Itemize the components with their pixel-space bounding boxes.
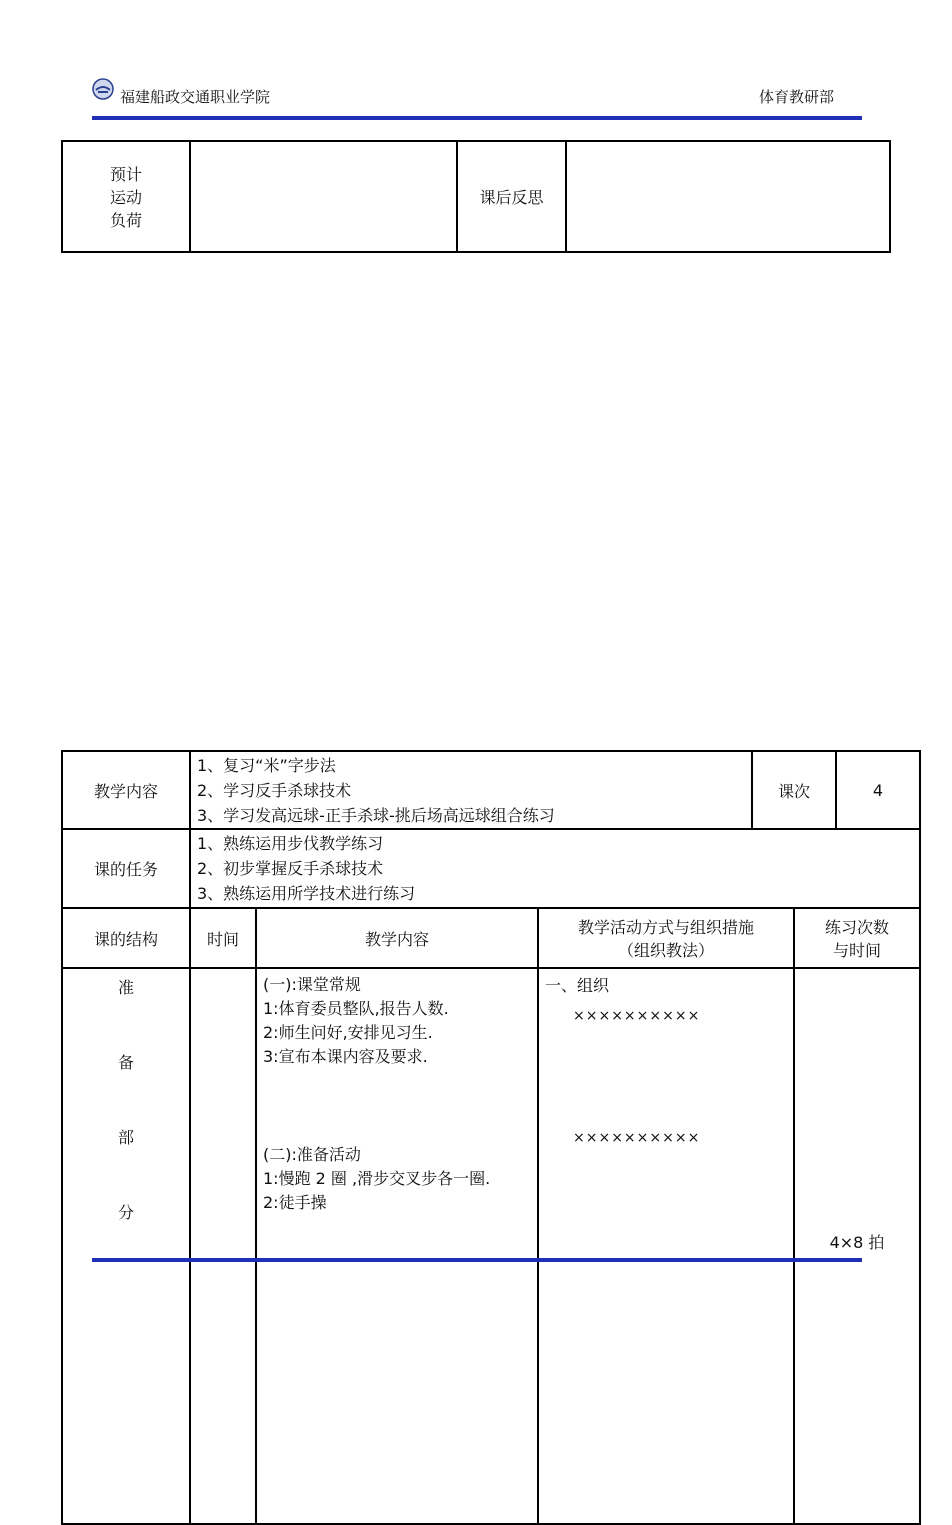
content-label: 教学内容 (62, 751, 190, 829)
load-value-cell (190, 141, 457, 252)
page-header (92, 78, 862, 118)
content-line: 2:师生问好,安排见习生. (263, 1023, 433, 1042)
structure-header: 课的结构 (62, 908, 190, 968)
load-label-cell (62, 141, 190, 252)
content-line: 1:慢跑 2 圈 ,滑步交叉步各一圈. (263, 1169, 491, 1188)
school-logo-icon (92, 78, 114, 100)
content-header: 教学内容 (256, 908, 538, 968)
lesson-task-table (61, 828, 921, 909)
content-item: 3、学习发高远球-正手杀球-挑后场高远球组合练习 (197, 805, 555, 825)
reflection-label: 课后反思 (457, 141, 566, 252)
activity-header-line: （组织教法） (617, 941, 714, 960)
footer-divider (92, 1258, 862, 1262)
session-label: 课次 (752, 751, 836, 829)
content-line: (二):准备活动 (263, 1145, 361, 1164)
task-item: 2、初步掌握反手杀球技术 (197, 859, 384, 878)
organization-title: 一、组织 (545, 976, 610, 995)
part-char: 分 (117, 1203, 134, 1222)
content-line: 1:体育委员整队,报告人数. (263, 999, 449, 1018)
content-spacer (263, 1069, 531, 1143)
practice-header (794, 908, 920, 968)
header-divider (92, 116, 862, 120)
load-reflection-table (61, 140, 891, 253)
load-label-line: 预计 (109, 165, 142, 184)
lesson-structure-table (61, 907, 921, 1525)
activity-header (538, 908, 794, 968)
task-item: 3、熟练运用所学技术进行练习 (197, 884, 416, 903)
practice-header-line: 练习次数 (824, 918, 889, 937)
part-char: 部 (117, 1128, 134, 1147)
department-name: 体育教研部 (758, 88, 834, 106)
practice-header-line: 与时间 (832, 941, 881, 960)
content-item: 2、学习反手杀球技术 (197, 780, 352, 800)
activity-header-line: 教学活动方式与组织措施 (577, 918, 754, 937)
practice-cell (794, 968, 920, 1524)
lesson-content-table (61, 750, 921, 830)
part-char: 备 (117, 1053, 134, 1072)
content-line: (一):课堂常规 (263, 975, 361, 994)
content-item: 1、复习“米”字步法 (197, 755, 336, 775)
time-cell (190, 968, 256, 1524)
formation-row: ×××××××××× (573, 1008, 701, 1024)
session-value: 4 (836, 751, 920, 829)
load-label-line: 负荷 (109, 211, 142, 230)
time-header: 时间 (190, 908, 256, 968)
content-line: 2:徒手操 (263, 1193, 327, 1212)
task-label: 课的任务 (62, 829, 190, 908)
school-name: 福建船政交通职业学院 (120, 88, 271, 106)
content-cell (256, 968, 538, 1524)
task-items (190, 829, 920, 908)
part-char: 准 (117, 978, 134, 997)
task-item: 1、熟练运用步伐教学练习 (197, 834, 384, 853)
activity-cell (538, 968, 794, 1524)
formation-row: ×××××××××× (573, 1130, 701, 1146)
content-items (190, 751, 752, 829)
practice-value: 4×8 拍 (829, 1232, 885, 1252)
reflection-value-cell (566, 141, 890, 252)
content-line: 3:宣布本课内容及要求. (263, 1047, 428, 1066)
part-cell (62, 968, 190, 1524)
load-label-line: 运动 (109, 188, 142, 207)
